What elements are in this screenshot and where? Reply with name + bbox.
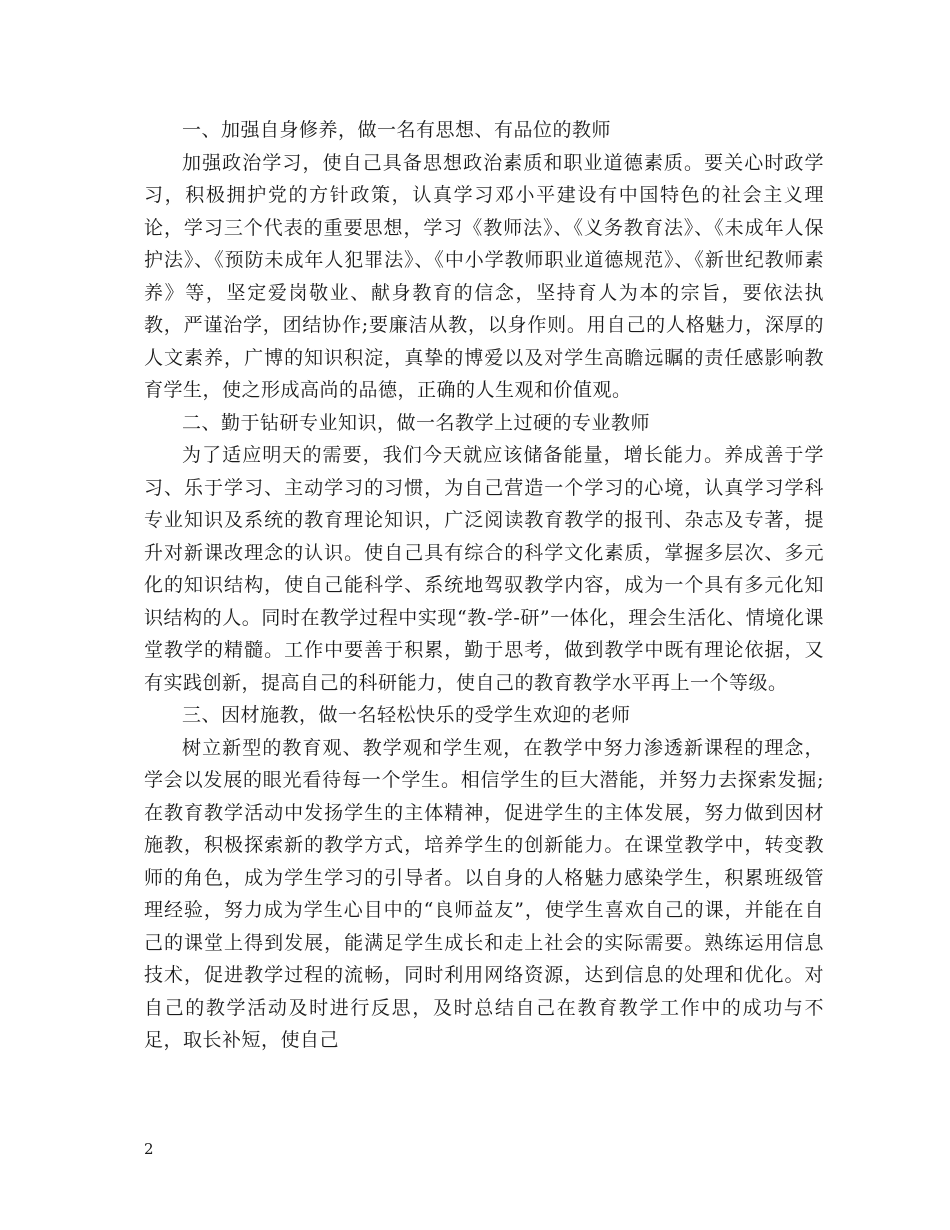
section-heading-1: 一、加强自身修养，做一名有思想、有品位的教师 xyxy=(182,119,612,141)
section-heading-2: 二、勤于钻研专业知识，做一名教学上过硬的专业教师 xyxy=(182,411,651,434)
document-body xyxy=(144,114,824,1057)
paragraph: 加强政治学习，使自己具备思想政治素质和职业道德素质。要关心时政学习，积极拥护党的方针政策，认真学习邓小平建设有中国特色的社会主义理论，学习三个代表的重要思想，学习《教师法》、《义务教育法》、《未成年人保护法》、《预防未成年人犯罪法》、《中小学教师职业道德规范》、《新世纪教师素养》等，坚定爱岗敬业、献身教育的信念，坚持育人为本的宗旨，要依法执教，严谨治学，团结协作;要廉洁从教，以身作则。用自己的人格魅力，深厚的人文素养，广博的知识积淀，真挚的博爱以及对学生高瞻远瞩的责任感影响教育学生，使之形成高尚的品德，正确的人生观和价值观。 xyxy=(144,151,824,401)
paragraph: 树立新型的教育观、教学观和学生观，在教学中努力渗透新课程的理念，学会以发展的眼光看待每一个学生。相信学生的巨大潜能，并努力去探索发掘;在教育教学活动中发扬学生的主体精神，促进学生的主体发展，努力做到因材施教，积极探索新的教学方式，培养学生的创新能力。在课堂教学中，转变教师的角色，成为学生学习的引导者。以自身的人格魅力感染学生，积累班级管理经验，努力成为学生心目中的“良师益友”，使学生喜欢自己的课，并能在自己的课堂上得到发展，能满足学生成长和走上社会的实际需要。熟练运用信息技术，促进教学过程的流畅，同时利用网络资源，达到信息的处理和优化。对自己的教学活动及时进行反思，及时总结自己在教育教学工作中的成功与不足，取长补短，使自己 xyxy=(144,736,824,1051)
paragraph: 为了适应明天的需要，我们今天就应该储备能量，增长能力。养成善于学习、乐于学习、主动学习的习惯，为自己营造一个学习的心境，认真学习学科专业知识及系统的教育理论知识，广泛阅读教育教学的报刊、杂志及专著，提升对新课改理念的认识。使自己具有综合的科学文化素质，掌握多层次、多元化的知识结构，使自己能科学、系统地驾驭教学内容，成为一个具有多元化知识结构的人。同时在教学过程中实现“教-学-研”一体化，理会生活化、情境化课堂教学的精髓。工作中要善于积累，勤于思考，做到教学中既有理论依据，又有实践创新，提高自己的科研能力，使自己的教育教学水平再上一个等级。 xyxy=(144,444,824,694)
section-heading-3: 三、因材施教，做一名轻松快乐的受学生欢迎的老师 xyxy=(182,704,631,726)
page-number: 2 xyxy=(144,1140,154,1158)
